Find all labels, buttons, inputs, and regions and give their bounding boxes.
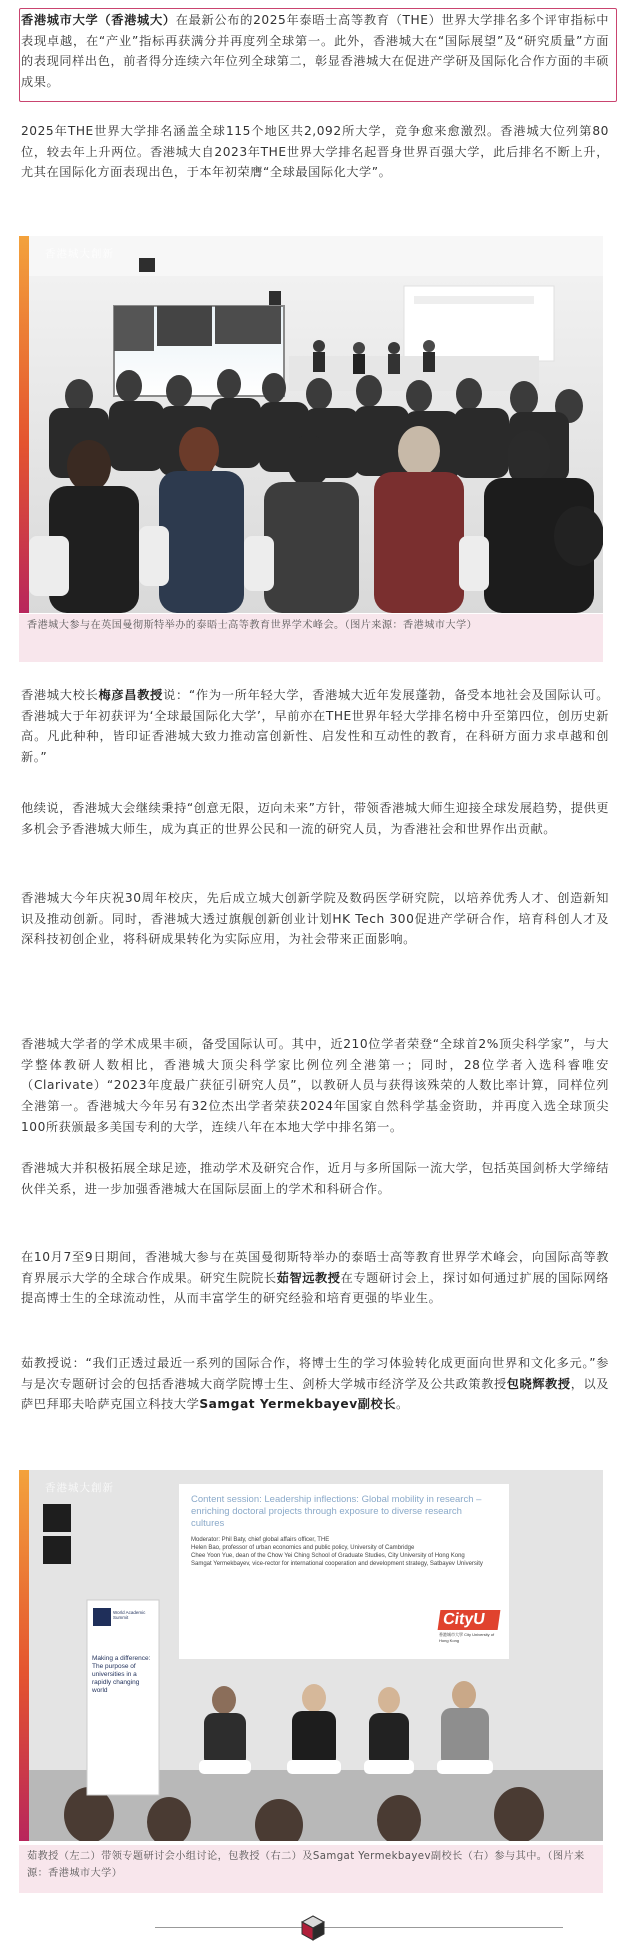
screen-speaker-2: Chee Yoon Yue, dean of the Chow Yei Ching School of Graduate Studies, City University of Hong Kong	[191, 1553, 465, 1559]
president-quote-paragraph	[21, 685, 609, 768]
summit-paragraph	[21, 1247, 609, 1309]
quote-intro: 香港城大校长	[21, 688, 99, 702]
panel-text-2: ，以及萨巴拜耶夫哈萨克国立科技大学	[21, 1376, 609, 1412]
screen-speaker-3: Samgat Yermekbayev, vice-rector for international cooperation and development strategy, Satbayev University	[191, 1561, 483, 1567]
summit-text-1: 在10月7至9日期间，香港城大参与在英国曼彻斯特举办的泰晤士高等教育世界学术峰会，向国际高等教育界展示大学的全球合作成果。研究生院院长	[21, 1250, 609, 1285]
partnership-paragraph: 香港城大并积极拓展全球足迹，推动学术及研究合作，近月与多所国际一流大学，包括英国剑桥大学缔结伙伴关系，进一步加强香港城大在国际层面上的学术和科研合作。	[21, 1161, 609, 1196]
summit-text-2: 在专题研讨会上，探讨如何通过扩展的国际网络提高博士生的全球流动性，从而丰富学生的研究经验和培育更强的毕业生。	[21, 1270, 609, 1306]
session-title: Content session: Leadership inflections: Global mobility in research – enriching doctoral projects through exposure to diverse research cultures	[191, 1494, 482, 1529]
cityu-logo-text: CityU	[438, 1610, 501, 1630]
divider-line-right	[338, 1927, 563, 1928]
banner-brand: World Academic Summit	[113, 1610, 146, 1620]
photo-caption: 香港城大参与在英国曼彻斯特举办的泰晤士高等教育世界学术峰会。（图片来源：香港城市大学）	[19, 614, 603, 662]
president-name: 梅彦昌教授	[98, 688, 164, 702]
professor-bao-name: 包晓辉教授	[506, 1376, 571, 1391]
quote-text: 说：“作为一所年轻大学，香港城大近年发展蓬勃，备受本地社会及国际认可。香港城大于年初获评为‘全球最国际化大学’，早前亦在THE世界年轻大学排名榜中升至第四位，创历史新高。凡此种种，皆印证香港城大致力推动富创新性、启发性和互动性的教育，在科研方面力求卓越和创新。”	[21, 688, 609, 765]
panel-text-1: 茹教授说：“我们正透过最近一系列的国际合作，将博士生的学习体验转化成更面向世界和文化多元。”参与是次专题研讨会的包括香港城大商学院博士生、剑桥大学城市经济学及公共政策教授	[21, 1356, 609, 1391]
ranking-paragraph: 2025年THE世界大学排名涵盖全球115个地区共2,092所大学，竞争愈来愈激烈。香港城大位列第80位，较去年上升两位。香港城大自2023年THE世界大学排名起晋身世界百强大学，此后排名不断上升，尤其在国际化方面表现出色，于本年初荣膺“全球最国际化大学”。	[21, 124, 609, 180]
intro-paragraph	[21, 10, 609, 93]
cube-icon	[300, 1914, 326, 1942]
panel-paragraph	[21, 1353, 609, 1415]
photo-watermark: 香港城大創新	[45, 248, 114, 260]
photo-caption: 茹教授（左二）带领专题研讨会小组讨论，包教授（右二）及Samgat Yermekbayev副校长（右）参与其中。（图片来源：香港城市大学）	[19, 1845, 603, 1893]
intro-text: 在最新公布的2025年泰晤士高等教育（THE）世界大学排名多个评审指标中表现卓越，在“产业”指标再获满分并再度列全球第一。此外，香港城大在“国际展望”及“研究质量”方面的表现同样出色，前者得分连续六年位列全球第二，彰显香港城大在促进产学研及国际化合作方面的丰硕成果。	[21, 13, 609, 90]
screen-moderator: Moderator: Phil Baty, chief global affairs officer, THE	[191, 1537, 330, 1543]
banner-text: Making a difference: The purpose of universities in a rapidly changing world	[92, 1655, 151, 1694]
cityu-logo-sub: 香港城市大學 City University of Hong Kong	[439, 1632, 495, 1643]
summit-audience-photo	[19, 236, 603, 613]
projection-screen	[191, 1494, 497, 1568]
panel-text-3: 。	[395, 1397, 409, 1412]
photo-watermark: 香港城大創新	[45, 1482, 114, 1494]
photo-accent-stripe	[19, 1470, 29, 1841]
summit-audience-image	[19, 236, 603, 613]
cityu-logo	[439, 1610, 499, 1643]
dean-name: 茹智远教授	[276, 1270, 341, 1285]
screen-speaker-1: Helen Bao, professor of urban economics and public policy, University of Cambridge	[191, 1545, 415, 1551]
photo-accent-stripe	[19, 236, 29, 613]
scholars-paragraph: 香港城大学者的学术成果丰硕，备受国际认可。其中，近210位学者荣登“全球首2%顶尖科学家”，与大学整体教研人数相比，香港城大顶尖科学家比例位列全港第一；同时，28位学者入选科睿唯安（Clarivate）“2023年度最广获征引研究人员”，以教研人员与获得该殊荣的人数比率计算，同样位列全港第一。香港城大今年另有32位杰出学者荣获2024年国家自然科学基金资助，并再度入选全球顶尖100所获颁最多美国专利的大学，连续八年在本地大学中排名第一。	[21, 1037, 609, 1134]
mission-paragraph: 他续说，香港城大会继续秉持“创意无限，迈向未来”方针，带领香港城大师生迎接全球发展趋势，提供更多机会予香港城大师生，成为真正的世界公民和一流的研究人员，为香港社会和世界作出贡献。	[21, 801, 609, 836]
university-name: 香港城市大学（香港城大）	[21, 13, 176, 27]
anniversary-paragraph: 香港城大今年庆祝30周年校庆，先后成立城大创新学院及数码医学研究院，以培养优秀人才、创造新知识及推动创新。同时，香港城大透过旗舰创新创业计划HK Tech 300促进产学研合作，培育科创人才及深科技初创企业，将科研成果转化为实际应用，为社会带来正面影响。	[21, 891, 609, 947]
panel-discussion-photo	[19, 1470, 603, 1841]
vice-rector-name: Samgat Yermekbayev副校长	[199, 1397, 396, 1412]
